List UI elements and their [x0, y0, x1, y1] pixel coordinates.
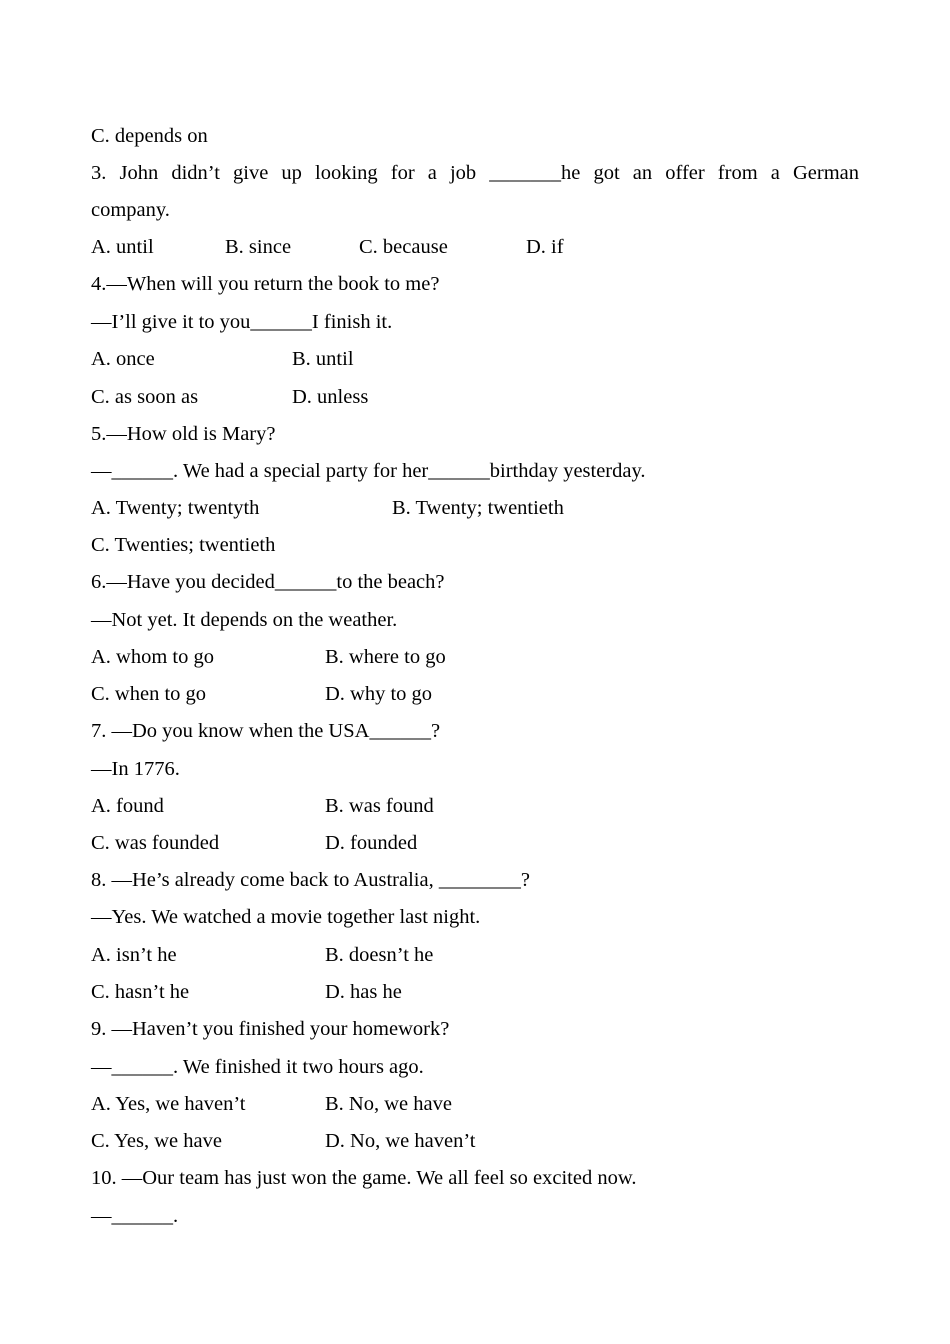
- q6-option-c: C. when to go: [91, 683, 207, 705]
- q5-option-c: C. Twenties; twentieth: [91, 534, 276, 556]
- question-7-text: 7. —Do you know when the USA______?: [91, 720, 441, 742]
- question-9-text: 9. —Haven’t you finished your homework?: [91, 1018, 450, 1040]
- q9-option-c: C. Yes, we have: [91, 1130, 222, 1152]
- q5-option-b: B. Twenty; twentieth: [392, 497, 564, 519]
- q8-option-d: D. has he: [325, 981, 402, 1003]
- q3-option-d: D. if: [526, 236, 564, 258]
- q8-option-c: C. hasn’t he: [91, 981, 190, 1003]
- q6-option-b: B. where to go: [325, 646, 446, 668]
- option-line: C. depends on: [91, 125, 208, 147]
- q6-option-a: A. whom to go: [91, 646, 214, 668]
- q9-option-d: D. No, we haven’t: [325, 1130, 476, 1152]
- q4-option-a: A. once: [91, 348, 155, 370]
- question-3-text-cont: company.: [91, 199, 170, 221]
- q3-option-c: C. because: [359, 236, 448, 258]
- question-10-text: 10. —Our team has just won the game. We all feel so excited now.: [91, 1167, 637, 1189]
- question-5-text: 5.—How old is Mary?: [91, 423, 276, 445]
- q7-option-d: D. founded: [325, 832, 418, 854]
- q7-option-b: B. was found: [325, 795, 434, 817]
- question-7-reply: —In 1776.: [91, 758, 180, 780]
- question-4-reply: —I’ll give it to you______I finish it.: [91, 311, 393, 333]
- question-6-text: 6.—Have you decided______to the beach?: [91, 571, 445, 593]
- question-3-text: 3. John didn’t give up looking for a job _______he got an offer from a German: [91, 162, 859, 184]
- q5-option-a: A. Twenty; twentyth: [91, 497, 260, 519]
- question-8-reply: —Yes. We watched a movie together last night.: [91, 906, 481, 928]
- question-6-reply: —Not yet. It depends on the weather.: [91, 609, 398, 631]
- q7-option-c: C. was founded: [91, 832, 220, 854]
- q9-option-b: B. No, we have: [325, 1093, 452, 1115]
- question-8-text: 8. —He’s already come back to Australia, ________?: [91, 869, 530, 891]
- q4-option-d: D. unless: [292, 386, 369, 408]
- q7-option-a: A. found: [91, 795, 164, 817]
- q3-option-b: B. since: [225, 236, 292, 258]
- q9-option-a: A. Yes, we haven’t: [91, 1093, 246, 1115]
- question-4-text: 4.—When will you return the book to me?: [91, 273, 440, 295]
- question-9-reply: —______. We finished it two hours ago.: [91, 1056, 424, 1078]
- question-5-reply: —______. We had a special party for her______birthday yesterday.: [91, 460, 646, 482]
- q8-option-a: A. isn’t he: [91, 944, 177, 966]
- q4-option-b: B. until: [292, 348, 354, 370]
- q4-option-c: C. as soon as: [91, 386, 199, 408]
- q6-option-d: D. why to go: [325, 683, 433, 705]
- q3-option-a: A. until: [91, 236, 154, 258]
- question-10-reply: —______.: [91, 1205, 179, 1227]
- q8-option-b: B. doesn’t he: [325, 944, 434, 966]
